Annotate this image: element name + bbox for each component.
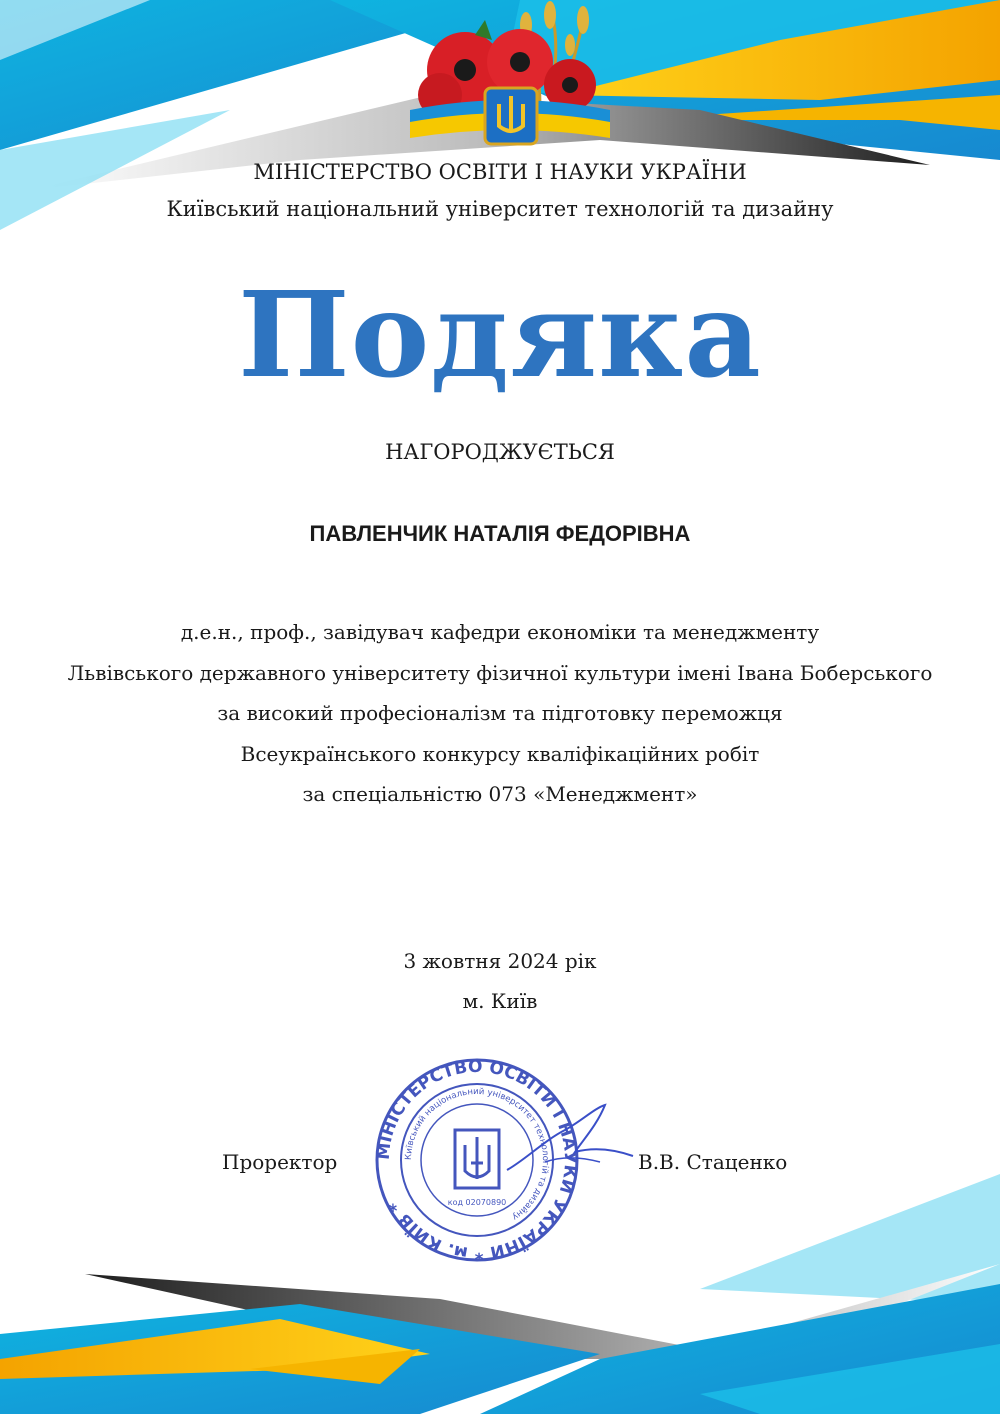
signer-name: В.В. Стаценко (638, 1150, 788, 1174)
description-line: д.е.н., проф., завідувач кафедри економіки та менеджменту (180, 620, 820, 644)
poppy-emblem-icon (380, 0, 640, 150)
issue-date: 3 жовтня 2024 рік (403, 949, 597, 973)
bottom-decorative-band (0, 1154, 1000, 1414)
university-name: Київський національний університет технологій та дизайну (166, 197, 834, 221)
seal-outer-text: МІНІСТЕРСТВО ОСВІТИ І НАУКИ УКРАЇНИ * м. КИЇВ * (373, 1056, 581, 1264)
description-line: Львівського державного університету фізичної культури імені Івана Боберського (67, 660, 933, 685)
certificate-title: Подяка (238, 265, 762, 404)
award-description (0, 612, 1000, 815)
awarded-label: НАГОРОДЖУЄТЬСЯ (385, 440, 615, 464)
seal-inner-text: Київський національний університет технологій та дизайну (403, 1086, 551, 1222)
description-line: за спеціальністю 073 «Менеджмент» (302, 782, 698, 806)
ministry-name: МІНІСТЕРСТВО ОСВІТИ І НАУКИ УКРАЇНИ (253, 160, 747, 184)
seal-code: код 02070890 (447, 1198, 507, 1207)
description-line: за високий професіоналізм та підготовку переможця (217, 701, 783, 725)
description-line: Всеукраїнського конкурсу кваліфікаційних робіт (240, 741, 760, 766)
issue-city: м. Київ (462, 989, 538, 1013)
signer-position: Проректор (222, 1150, 338, 1174)
recipient-name: ПАВЛЕНЧИК НАТАЛІЯ ФЕДОРІВНА (309, 521, 691, 546)
